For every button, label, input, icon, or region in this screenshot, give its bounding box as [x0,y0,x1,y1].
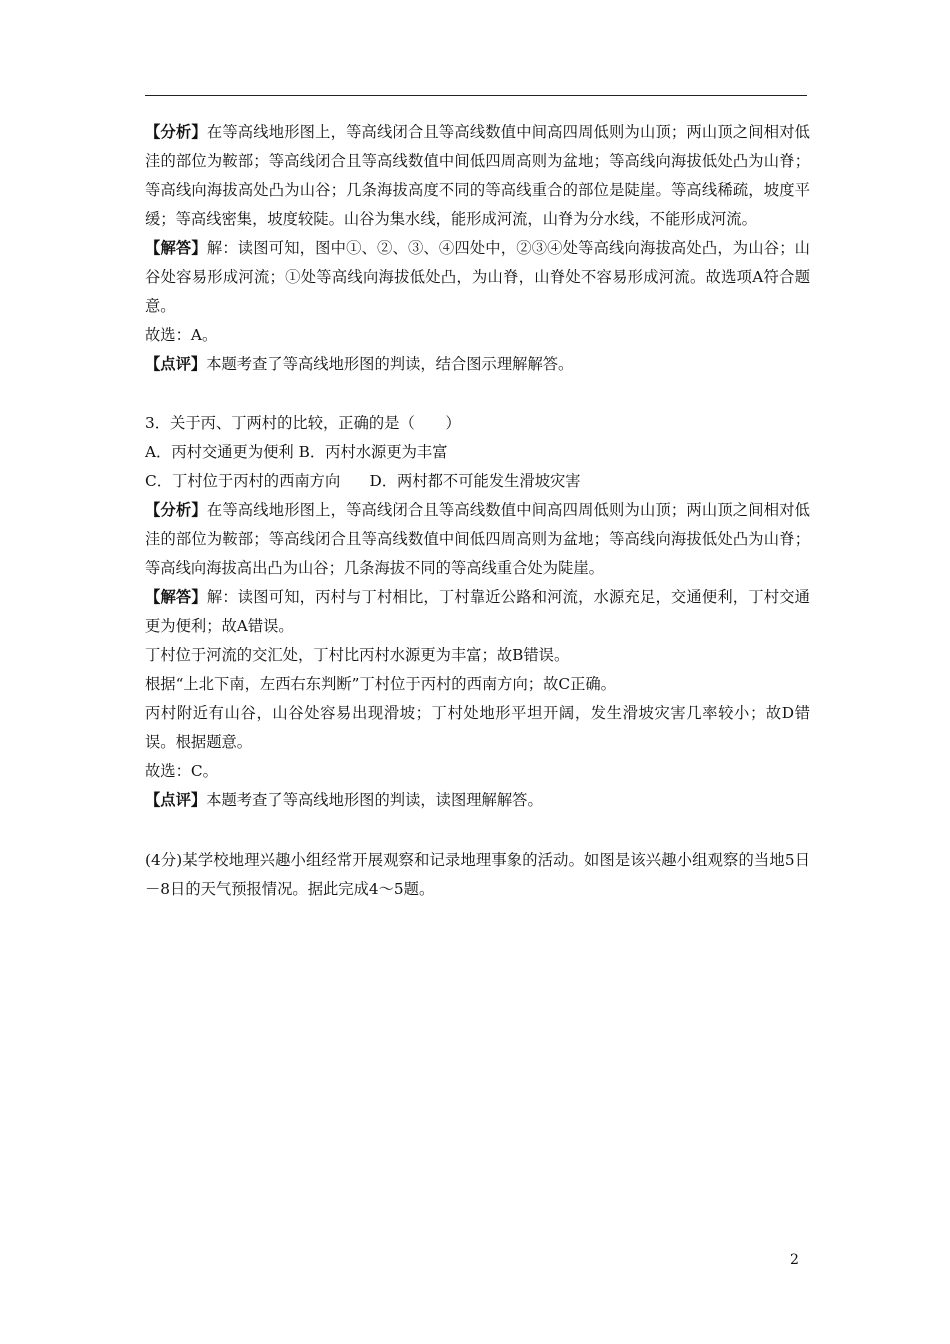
question-3-stem: 3．关于丙、丁两村的比较，正确的是（ ） [145,414,461,432]
option-b: B．丙村水源更为丰富 [298,443,448,461]
q3-analysis-text: 在等高线地形图上，等高线闭合且等高线数值中间高四周低则为山顶；两山顶之间相对低洼的部位为鞍部；等高线闭合且等高线数值中间低四周高则为盆地；等高线向海拔低处凸为山脊；等高线向海拔高出凸为山谷；几条海拔不同的等高线重合处为陡崖。 [145,501,810,577]
options-cd [145,467,810,496]
q3-comment-tag: 【点评】 [145,791,207,809]
comment-tag: 【点评】 [145,355,207,373]
q3-answer-line-4: 丙村附近有山谷，山谷处容易出现滑坡；丁村处地形平坦开阔，发生滑坡灾害几率较小；故D错误。根据题意。 [145,704,810,751]
option-c: C．丁村位于丙村的西南方向 [145,472,341,490]
answer-text: 解：读图可知，图中①、②、③、④四处中，②③④处等高线向海拔高处凸，为山谷；山谷处容易形成河流；①处等高线向海拔低处凸，为山脊，山脊处不容易形成河流。故选项A符合题意。 [145,239,810,315]
document-body [145,118,810,904]
q3-comment-paragraph [145,786,810,815]
comment-text: 本题考查了等高线地形图的判读，结合图示理解解答。 [206,355,574,373]
q3-comment-text: 本题考查了等高线地形图的判读，读图理解解答。 [206,791,543,809]
analysis-paragraph [145,118,810,234]
questions-4-5-intro: (4分)某学校地理兴趣小组经常开展观察和记录地理事象的活动。如图是该兴趣小组观察的当地5日－8日的天气预报情况。据此完成4～5题。 [145,851,810,898]
q3-choice-line: 故选：C。 [145,762,218,780]
choice-text: 故选：A。 [145,326,218,344]
q3-answer-line-2: 丁村位于河流的交汇处，丁村比丙村水源更为丰富；故B错误。 [145,646,570,664]
q3-answer-paragraph [145,583,810,641]
analysis-text: 在等高线地形图上，等高线闭合且等高线数值中间高四周低则为山顶；两山顶之间相对低洼的部位为鞍部；等高线闭合且等高线数值中间低四周高则为盆地；等高线向海拔低处凸为山脊；等高线向海拔高处凸为山谷；几条海拔高度不同的等高线重合的部位是陡崖。等高线稀疏，坡度平缓；等高线密集，坡度较陡。山谷为集水线，能形成河流，山脊为分水线，不能形成河流。 [145,123,810,228]
page-number: 2 [790,1252,799,1268]
q3-answer-tag: 【解答】 [145,588,207,606]
answer-paragraph [145,234,810,321]
q3-answer-line-3: 根据“上北下南，左西右东判断”丁村位于丙村的西南方向；故C正确。 [145,675,616,693]
q3-analysis-tag: 【分析】 [145,501,207,519]
answer-tag: 【解答】 [145,239,207,257]
analysis-tag: 【分析】 [145,123,207,141]
choice-line [145,321,810,350]
options-ab [145,438,810,467]
comment-paragraph [145,350,810,379]
option-d: D．两村都不可能发生滑坡灾害 [369,472,581,490]
q3-analysis-paragraph [145,496,810,583]
header-rule [145,95,807,96]
q3-answer-text-1: 解：读图可知，丙村与丁村相比，丁村靠近公路和河流，水源充足，交通便利，丁村交通更为便利；故A错误。 [145,588,810,635]
option-a: A．丙村交通更为便利 [145,443,294,461]
